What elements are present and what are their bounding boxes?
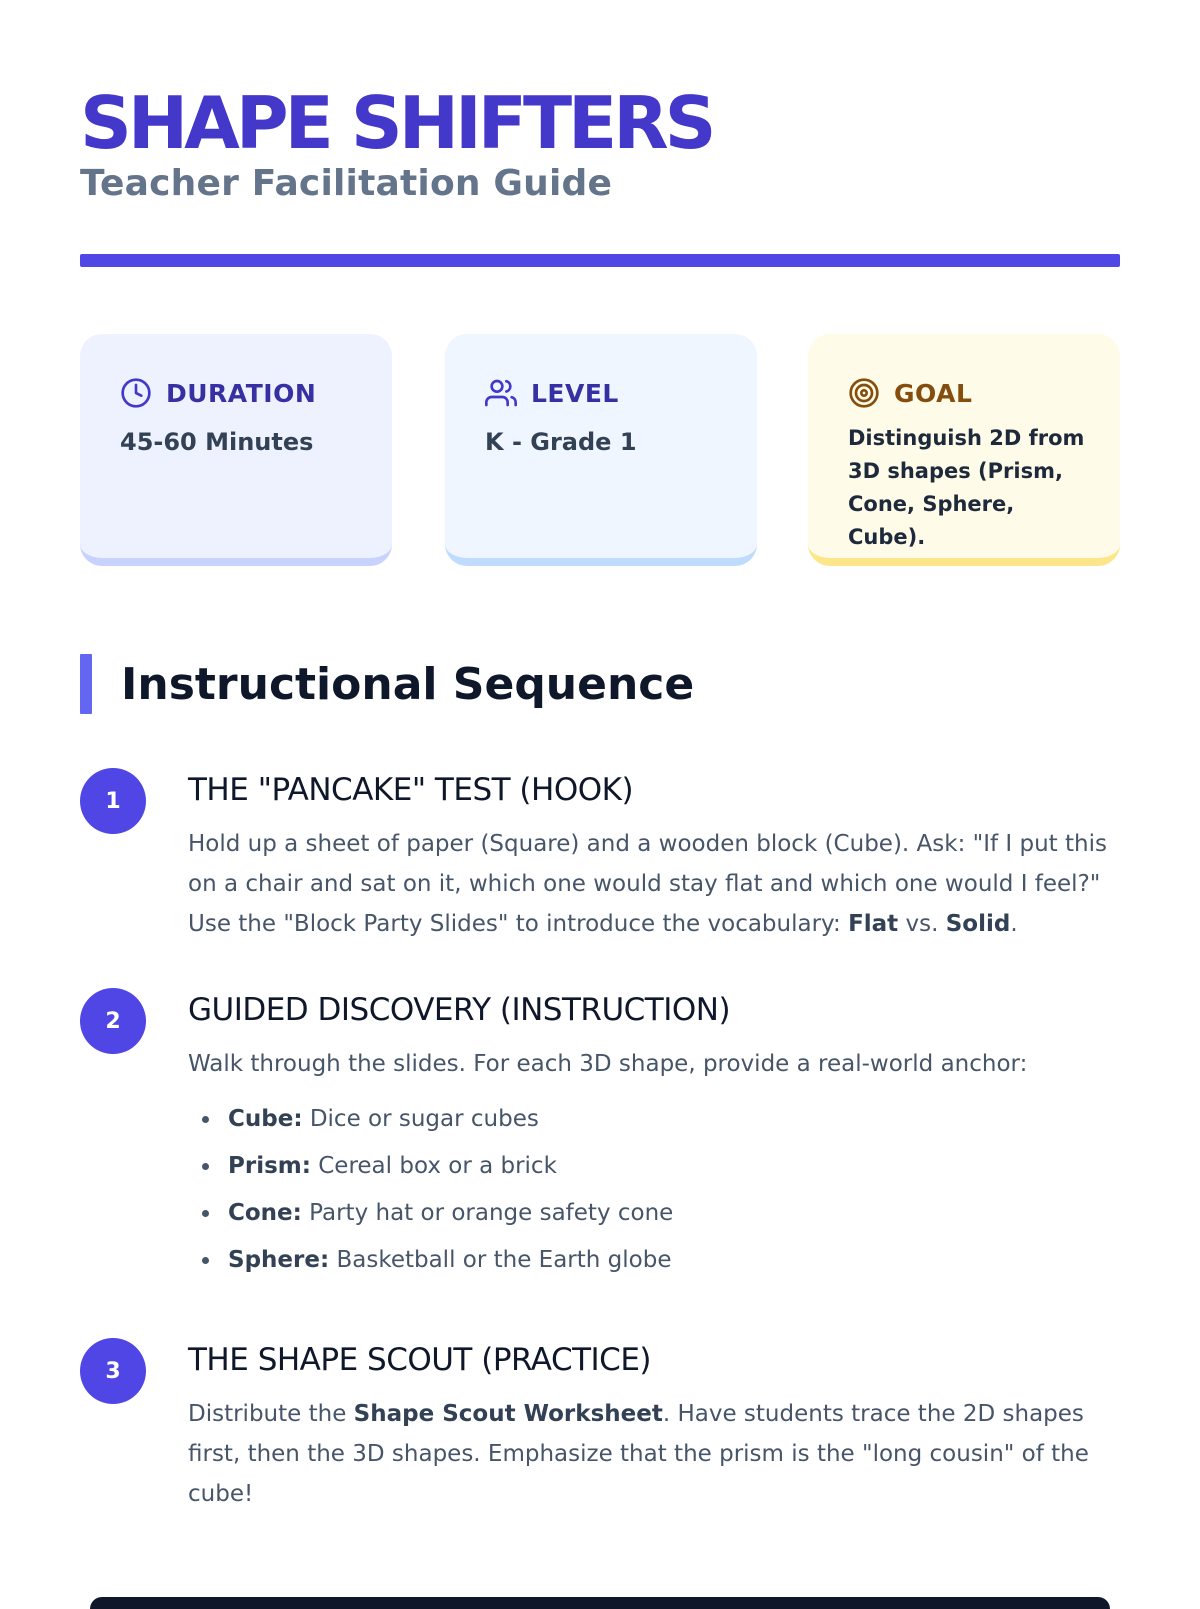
shape-example: Dice or sugar cubes — [302, 1106, 539, 1132]
list-item — [188, 1143, 1120, 1190]
step-title: THE "PANCAKE" TEST (HOOK) — [188, 772, 634, 808]
level-value: K - Grade 1 — [485, 428, 637, 456]
next-section-edge — [90, 1597, 1110, 1609]
goal-card — [808, 334, 1120, 566]
step-text: Distribute the — [188, 1401, 354, 1427]
shape-example: Basketball or the Earth globe — [329, 1247, 672, 1273]
worksheet-name: Shape Scout Worksheet — [353, 1401, 663, 1427]
section-title: Instructional Sequence — [121, 658, 695, 710]
duration-value: 45-60 Minutes — [120, 428, 314, 456]
step-text: . — [1010, 911, 1018, 937]
header-divider — [80, 254, 1120, 267]
shape-name: Prism: — [228, 1153, 311, 1179]
list-item — [188, 1190, 1120, 1237]
goal-value: Distinguish 2D from 3D shapes (Prism, Cone, Sphere, Cube). — [848, 426, 1085, 549]
vocab-flat: Flat — [848, 911, 899, 937]
goal-card-header — [848, 374, 1080, 412]
level-label: LEVEL — [531, 378, 619, 408]
step-body — [188, 1338, 1120, 1514]
duration-card-header — [120, 374, 352, 412]
users-icon — [485, 377, 517, 409]
page-title: SHAPE SHIFTERS — [80, 81, 713, 165]
shape-name: Cone: — [228, 1200, 302, 1226]
step-number-badge: 2 — [80, 988, 146, 1054]
shape-example: Party hat or orange safety cone — [301, 1200, 674, 1226]
level-card — [445, 334, 757, 566]
step-number-badge: 1 — [80, 768, 146, 834]
target-icon — [848, 377, 880, 409]
duration-label: DURATION — [166, 378, 317, 408]
shape-name: Sphere: — [228, 1247, 330, 1273]
step-description: Walk through the slides. For each 3D shape, provide a real-world anchor: — [188, 1051, 1028, 1077]
duration-card — [80, 334, 392, 566]
level-card-header — [485, 374, 717, 412]
shape-example: Cereal box or a brick — [310, 1153, 557, 1179]
page-subtitle: Teacher Facilitation Guide — [80, 163, 613, 204]
section-heading — [80, 654, 694, 714]
step-body — [188, 768, 1120, 944]
step-body — [188, 988, 1120, 1284]
step-description — [188, 824, 1120, 944]
step-description — [188, 1394, 1120, 1514]
list-item — [188, 1237, 1120, 1284]
shape-name: Cube: — [228, 1106, 303, 1132]
anchor-list — [188, 1096, 1120, 1284]
step-number-badge: 3 — [80, 1338, 146, 1404]
list-item — [188, 1096, 1120, 1143]
section-accent-bar — [80, 654, 92, 714]
vocab-solid: Solid — [945, 911, 1011, 937]
info-cards — [80, 334, 1120, 574]
goal-label: GOAL — [894, 378, 973, 408]
step-text: vs. — [898, 911, 946, 937]
step-text: . Have students trace the 2D shapes first, then the 3D shapes. Emphasize that the prism is the "long cousin" of the cube! — [188, 1401, 1089, 1507]
clock-icon — [120, 377, 152, 409]
step-title: THE SHAPE SCOUT (PRACTICE) — [188, 1342, 652, 1378]
step-text: Hold up a sheet of paper (Square) and a wooden block (Cube). Ask: "If I put this on a chair and sat on it, which one would stay flat and which one would I feel?" Use the "Block Party Slides" to introduce the vocabulary: — [188, 831, 1107, 937]
step-title: GUIDED DISCOVERY (INSTRUCTION) — [188, 992, 731, 1028]
